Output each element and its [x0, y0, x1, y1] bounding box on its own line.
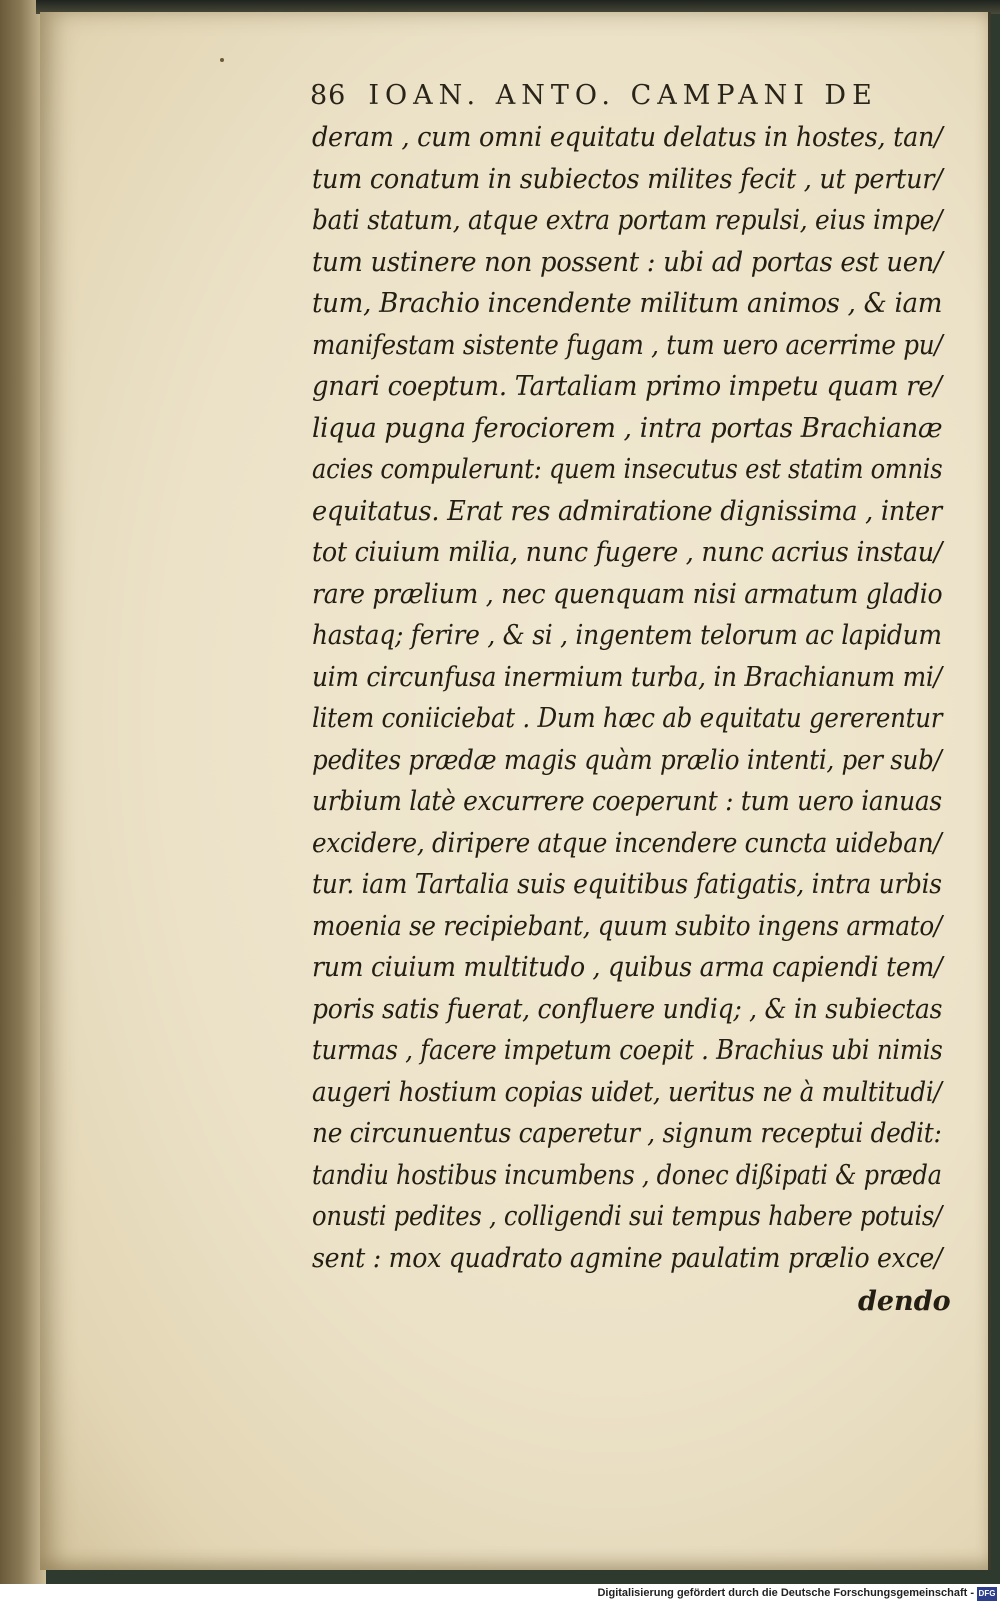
text-line: tum ustinere non possent : ubi ad portas est uen/ — [312, 246, 943, 278]
text-line: tum, Brachio incendente militum animos , & iam — [312, 288, 943, 319]
running-head — [310, 80, 878, 116]
paper-speck — [220, 58, 224, 62]
text-line: excidere, diripere atque incendere cuncta uideban/ — [312, 827, 942, 859]
text-line: turmas , facere impetum coepit . Brachius ubi nimis — [312, 1035, 943, 1066]
text-line: onusti pedites , colligendi sui tempus habere potuis/ — [312, 1201, 942, 1232]
text-line: manifestam sistente fugam , tum uero acerrime pu/ — [312, 329, 943, 361]
text-line: acies compulerunt: quem insecutus est statim omnis — [312, 454, 943, 485]
footer-bar — [0, 1584, 1000, 1605]
text-line: moenia se recipiebant, quum subito ingens armato/ — [312, 910, 942, 942]
text-line: equitatus. Erat res admiratione dignissima , inter — [312, 495, 942, 527]
text-line: liqua pugna ferociorem , intra portas Brachianæ — [312, 412, 943, 444]
text-line: poris satis fuerat, confluere undiq; , & in subiectas — [312, 993, 943, 1025]
running-head-title: IOAN. ANTO. CAMPANI DE — [368, 80, 878, 111]
text-line: uim circunfusa inermium turba, in Brachianum mi/ — [312, 661, 942, 693]
text-line: tot ciuium milia, nunc fugere , nunc acrius instau/ — [312, 537, 943, 568]
text-line: deram , cum omni equitatu delatus in hostes, tan/ — [312, 122, 943, 153]
text-line: ne circunuentus caperetur , signum receptui dedit: — [312, 1118, 942, 1149]
text-line: augeri hostium copias uidet, ueritus ne à multitudi/ — [312, 1076, 942, 1108]
text-line: urbium latè excurrere coeperunt : tum uero ianuas — [312, 786, 942, 817]
funding-credit: Digitalisierung gefördert durch die Deutsche Forschungsgemeinschaft - — [597, 1587, 974, 1599]
text-line: hastaq; ferire , & si , ingentem telorum ac lapidum — [312, 620, 942, 651]
text-line: bati statum, atque extra portam repulsi, eius impe/ — [312, 205, 943, 236]
text-line: sent : mox quadrato agmine paulatim prælio exce/ — [312, 1242, 943, 1274]
dfg-logo-icon: DFG — [977, 1587, 997, 1601]
text-line: tur. iam Tartalia suis equitibus fatigatis, intra urbis — [312, 869, 942, 900]
body-text — [312, 117, 952, 1279]
text-line: tandiu hostibus incumbens , donec dißipati & præda — [312, 1159, 942, 1191]
text-line: litem coniiciebat . Dum hæc ab equitatu gererentur — [312, 703, 943, 734]
text-line: pedites prædæ magis quàm prælio intenti, per sub/ — [312, 744, 942, 776]
text-line: gnari coeptum. Tartaliam primo impetu quam re/ — [312, 371, 942, 402]
text-line: rum ciuium multitudo , quibus arma capiendi tem/ — [312, 952, 943, 983]
text-line: rare prælium , nec quenquam nisi armatum gladio — [312, 578, 943, 610]
catchword: dendo — [858, 1286, 951, 1317]
page-number: 86 — [310, 80, 347, 111]
text-line: tum conatum in subiectos milites fecit , ut pertur/ — [312, 163, 943, 195]
